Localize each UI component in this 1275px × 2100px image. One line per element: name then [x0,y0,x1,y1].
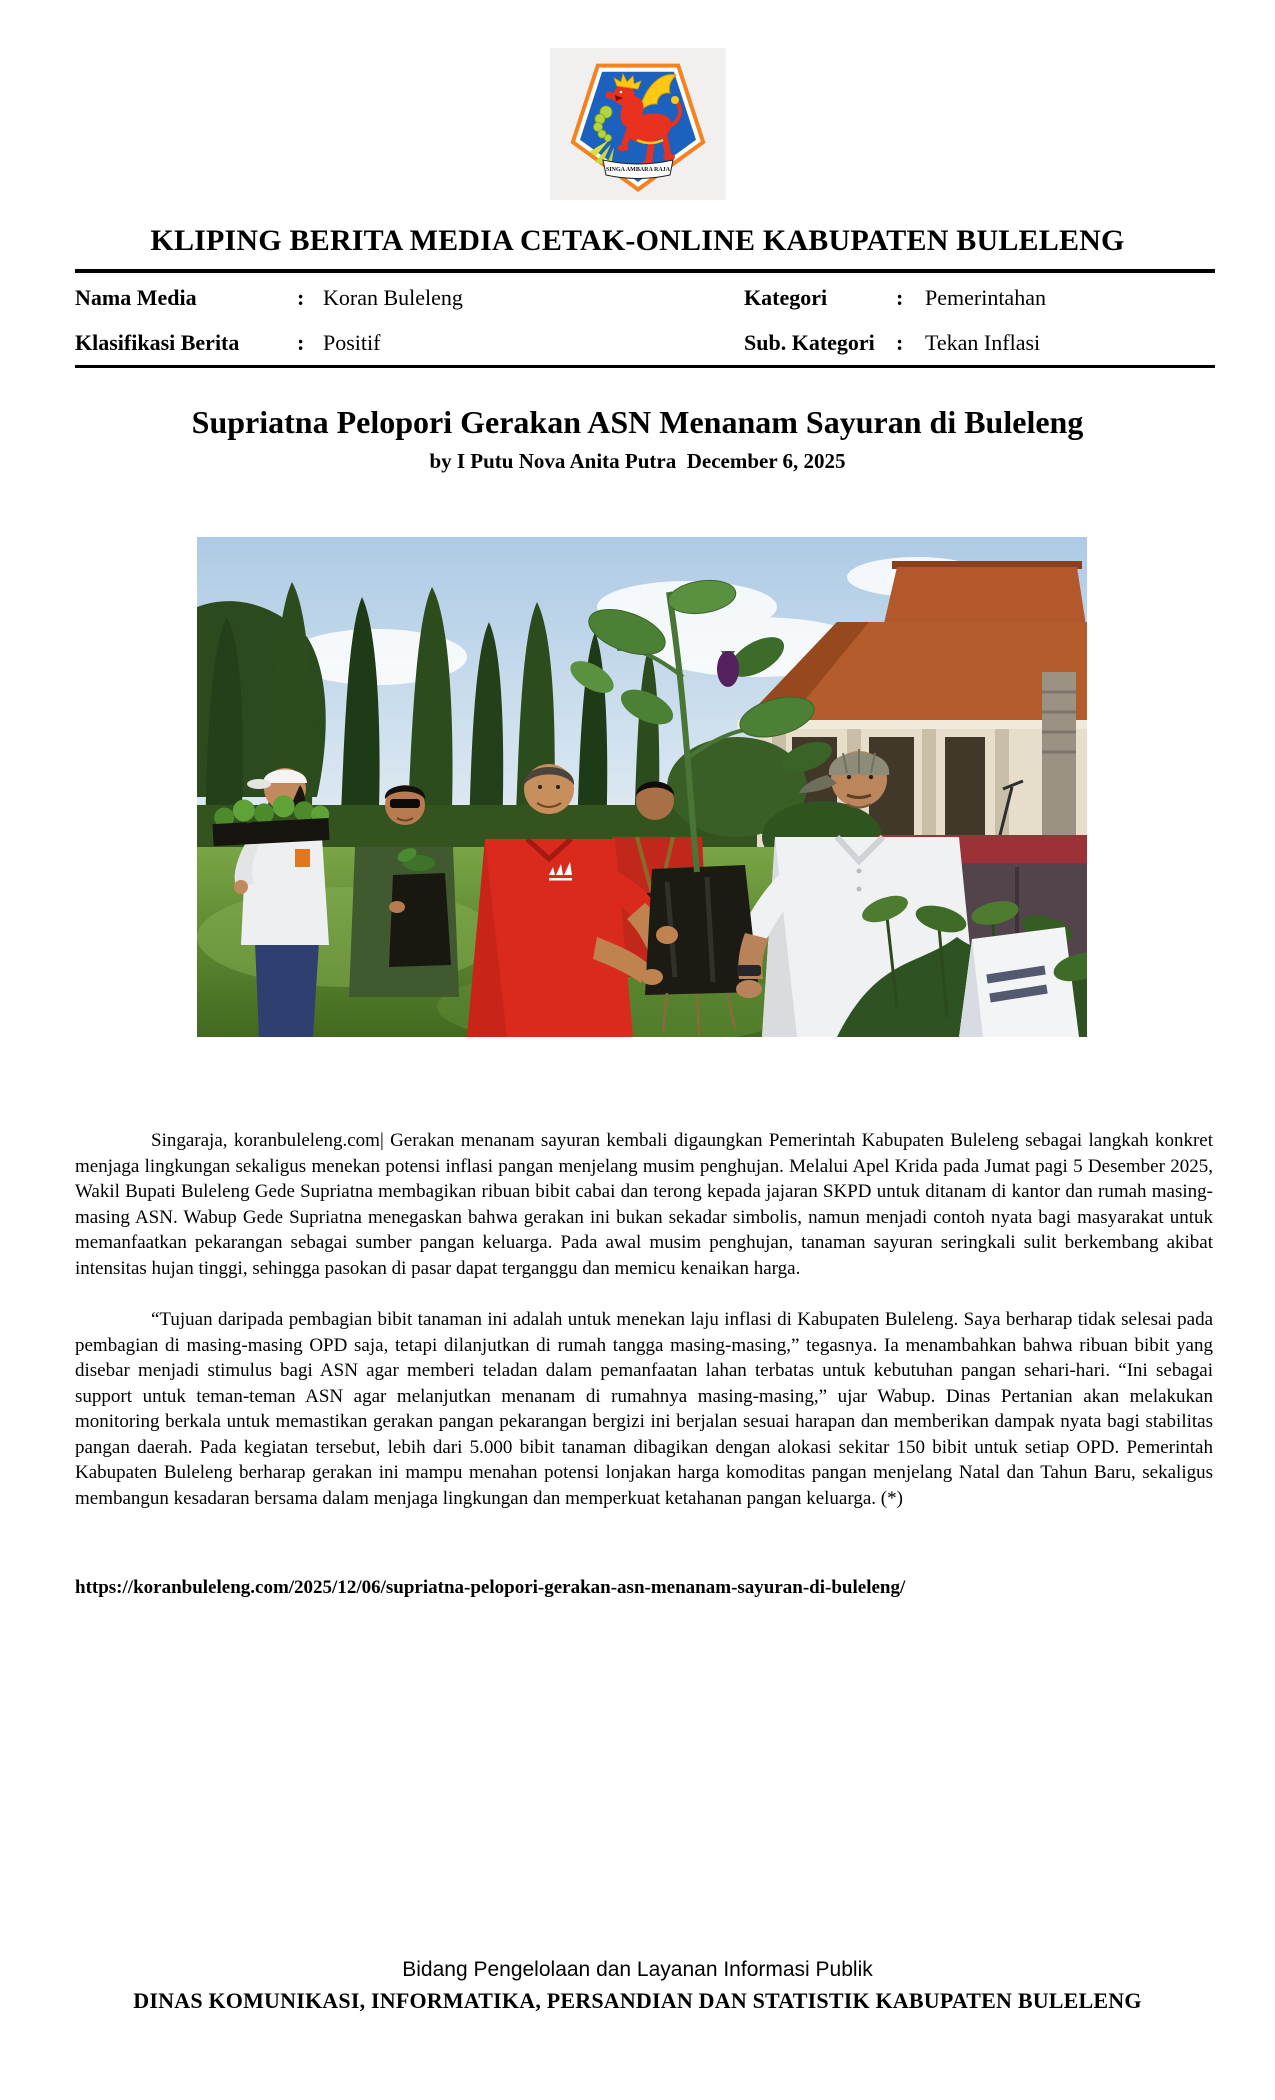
divider-bottom [75,365,1215,368]
meta-separator: : [297,330,305,355]
footer-division: Bidang Pengelolaan dan Layanan Informasi Publik [402,1958,873,1981]
meta-label-kategori: Kategori [744,285,828,310]
article-title: Supriatna Pelopori Gerakan ASN Menanam Sayuran di Buleleng [191,404,1084,440]
article-paragraph-2: “Tujuan daripada pembagian bibit tanaman ini adalah untuk menekan laju inflasi di Kabupaten Buleleng. Saya berharap tidak selesai pada pembagian di masing-masing OPD saja, tetapi dilanjutkan di rumah tangga masing-masing,” tegasnya. Ia menambahkan bahwa ribuan bibit yang disebar menjadi stimulus bagi ASN agar memberi teladan dalam pemanfaatan lahan terbatas untuk kebutuhan pangan sehari-hari. “Ini sebagai support untuk teman-teman ASN agar melanjutkan menanam di rumahnya masing-masing,” ujar Wabup. Dinas Pertanian akan melakukan monitoring berkala untuk memastikan gerakan pangan pekarangan bergizi ini berjalan sesuai harapan dan memberikan dampak nyata bagi stabilitas pangan daerah. Pada kegiatan tersebut, lebih dari 5.000 bibit tanaman dibagikan dengan alokasi sekitar 150 bibit untuk setiap OPD. Pemerintah Kabupaten Buleleng berharap gerakan ini mampu menahan potensi lonjakan harga komoditas pangan menjelang Natal dan Tahun Baru, sekaligus membangun kesadaran bersama dalam menjaga lingkungan dan memperkuat ketahanan pangan keluarga. (*) [75,1309,1213,1509]
article-body [75,1128,1213,1511]
buleleng-coat-of-arms-icon [553,48,723,200]
meta-value-klasifikasi: Positif [323,330,381,355]
meta-value-nama-media: Koran Buleleng [323,285,463,310]
logo-banner-text: SINGA AMBARA RAJA [605,167,670,173]
article-byline: by I Putu Nova Anita Putra December 6, 2025 [429,449,846,473]
buleleng-logo [550,48,726,200]
meta-label-klasifikasi: Klasifikasi Berita [75,330,240,355]
meta-value-sub-kategori: Tekan Inflasi [925,330,1041,355]
flag-sign [959,927,1079,1037]
meta-value-kategori: Pemerintahan [925,285,1046,310]
meta-label-sub-kategori: Sub. Kategori [744,330,875,355]
meta-label-nama-media: Nama Media [75,285,197,310]
source-url: https://koranbuleleng.com/2025/12/06/supriatna-pelopori-gerakan-asn-menanam-sayuran-di-buleleng/ [75,1577,906,1598]
article-photo [197,537,1087,1037]
document-title: KLIPING BERITA MEDIA CETAK-ONLINE KABUPATEN BULELENG [150,224,1125,257]
meta-row-2 [75,330,1215,360]
meta-separator: : [896,330,904,355]
divider-top [75,269,1215,273]
footer-agency: DINAS KOMUNIKASI, INFORMATIKA, PERSANDIAN DAN STATISTIK KABUPATEN BULELENG [133,1988,1142,2013]
photo-illustration [197,537,1087,1037]
meta-separator: : [297,285,305,310]
meta-separator: : [896,285,904,310]
meta-row-1 [75,285,1215,315]
article-paragraph-1: Singaraja, koranbuleleng.com| Gerakan menanam sayuran kembali digaungkan Pemerintah Kabupaten Buleleng sebagai langkah konkret menjaga lingkungan sekaligus menekan potensi inflasi pangan menjelang musim penghujan. Melalui Apel Krida pada Jumat pagi 5 Desember 2025, Wakil Bupati Buleleng Gede Supriatna membagikan ribuan bibit cabai dan terong kepada jajaran SKPD untuk ditanam di kantor dan rumah masing-masing ASN. Wabup Gede Supriatna menegaskan bahwa gerakan ini bukan sekadar simbolis, namun menjadi contoh nyata bagi masyarakat untuk memanfaatkan pekarangan sebagai sumber pangan keluarga. Pada awal musim penghujan, tanaman sayuran seringkali sulit berkembang akibat intensitas hujan tinggi, sehingga pasokan di pasar dapat terganggu dan memicu kenaikan harga. [75,1130,1213,1279]
